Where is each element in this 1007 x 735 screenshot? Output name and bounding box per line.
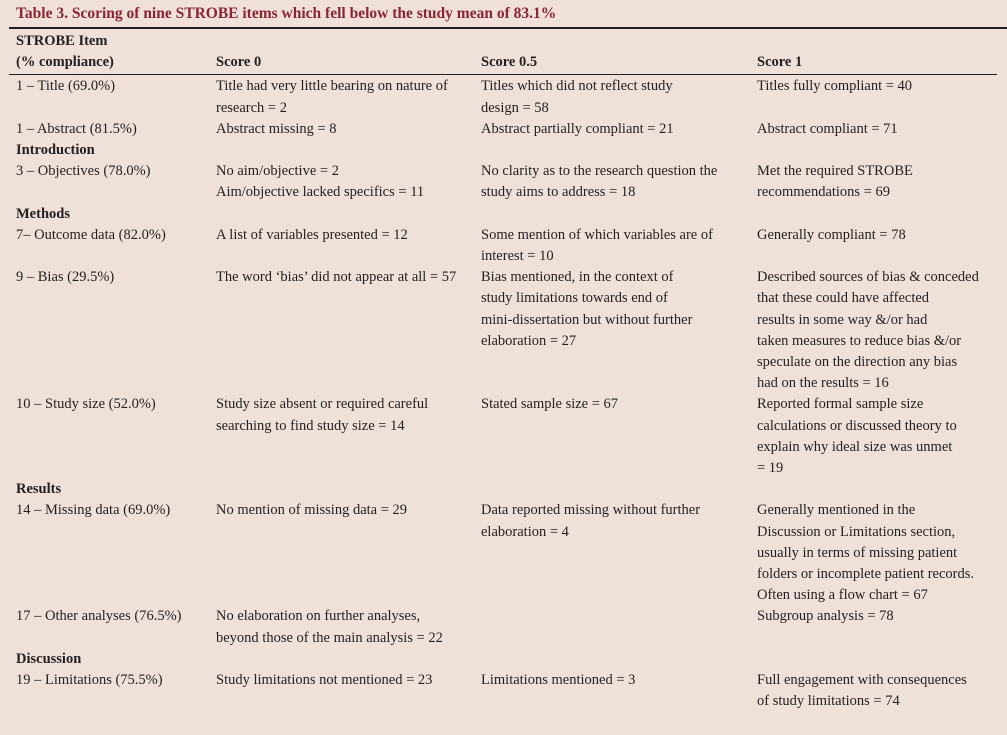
cell-item: 10 – Study size (52.0%) [16,396,156,413]
cell-score-05: Bias mentioned, in the context of study limitations towards end of mini-dissertation but without further elaboration = 27 [481,269,693,349]
section-label: Results [16,481,62,498]
cell-score-05: Limitations mentioned = 3 [481,672,636,689]
header-score-05: Score 0.5 [481,54,538,71]
table-row [9,606,997,648]
cell-score-1: Reported formal sample size calculations or discussed theory to explain why ideal size was unmet = 19 [757,396,957,477]
cell-score-1: Generally mentioned in the Discussion or Limitations section, usually in terms of missing patient folders or incomplete patient records. Often using a flow chart = 67 [757,502,975,604]
table-row [9,267,997,394]
cell-score-1: Abstract compliant = 71 [757,120,898,137]
cell-score-05: Stated sample size = 67 [481,396,619,413]
cell-item: 7– Outcome data (82.0%) [16,226,166,243]
cell-score-0: Title had very little bearing on nature of research = 2 [216,78,448,116]
cell-score-05: Some mention of which variables are of interest = 10 [481,226,713,265]
cell-score-1: Generally compliant = 78 [757,226,906,243]
strobe-table [9,31,997,713]
section-label: Discussion [16,650,82,667]
cell-score-05: Data reported missing without further elaboration = 4 [481,502,701,540]
cell-score-1: Titles fully compliant = 40 [757,78,913,95]
cell-score-1: Described sources of bias & conceded that these could have affected results in some way &/or had taken measures to reduce bias &/or speculate on the direction any bias had on the results = 16 [757,269,979,392]
table-row [9,394,997,479]
table-row [9,75,997,119]
section-row [9,204,997,225]
table-row [9,225,997,267]
section-row [9,479,997,500]
cell-item: 17 – Other analyses (76.5%) [16,608,182,625]
cell-score-0: No aim/objective = 2 Aim/objective lacked specifics = 11 [216,163,425,201]
cell-item: 14 – Missing data (69.0%) [16,502,171,519]
cell-item: 3 – Objectives (78.0%) [16,163,151,180]
cell-item: 1 – Abstract (81.5%) [16,120,137,137]
section-row [9,140,997,161]
top-rule [9,27,1007,29]
cell-score-1: Full engagement with consequences of study limitations = 74 [757,672,967,710]
cell-score-05: No clarity as to the research question the study aims to address = 18 [481,163,718,201]
header-strobe-item: STROBE Item (% compliance) [16,33,114,71]
cell-score-05 [474,606,750,648]
cell-score-1: Met the required STROBE recommendations = 69 [757,163,913,201]
header-score-1: Score 1 [757,54,803,71]
section-row [9,649,997,670]
section-label: Introduction [16,142,95,159]
table-row [9,670,997,712]
cell-score-0: The word ‘bias’ did not appear at all = 57 [216,269,457,286]
cell-score-05: Titles which did not reflect study design = 58 [481,78,673,116]
cell-score-0: A list of variables presented = 12 [216,226,408,243]
table-row [9,500,997,606]
cell-score-0: Study limitations not mentioned = 23 [216,672,433,689]
cell-score-0: Study size absent or required careful searching to find study size = 14 [216,396,429,434]
header-score-0: Score 0 [216,54,262,71]
table-title: Table 3. Scoring of nine STROBE items which fell below the study mean of 83.1% [16,5,557,22]
section-label: Methods [16,205,70,222]
cell-item: 1 – Title (69.0%) [16,78,116,95]
cell-item: 19 – Limitations (75.5%) [16,672,163,689]
cell-score-1: Subgroup analysis = 78 [757,608,894,625]
cell-score-05: Abstract partially compliant = 21 [481,120,674,137]
header-row [9,31,997,75]
cell-item: 9 – Bias (29.5%) [16,269,115,286]
cell-score-0: Abstract missing = 8 [216,120,337,137]
cell-score-0: No elaboration on further analyses, beyond those of the main analysis = 22 [216,608,443,646]
cell-score-0: No mention of missing data = 29 [216,502,408,519]
table-row [9,119,997,140]
table-row [9,161,997,203]
